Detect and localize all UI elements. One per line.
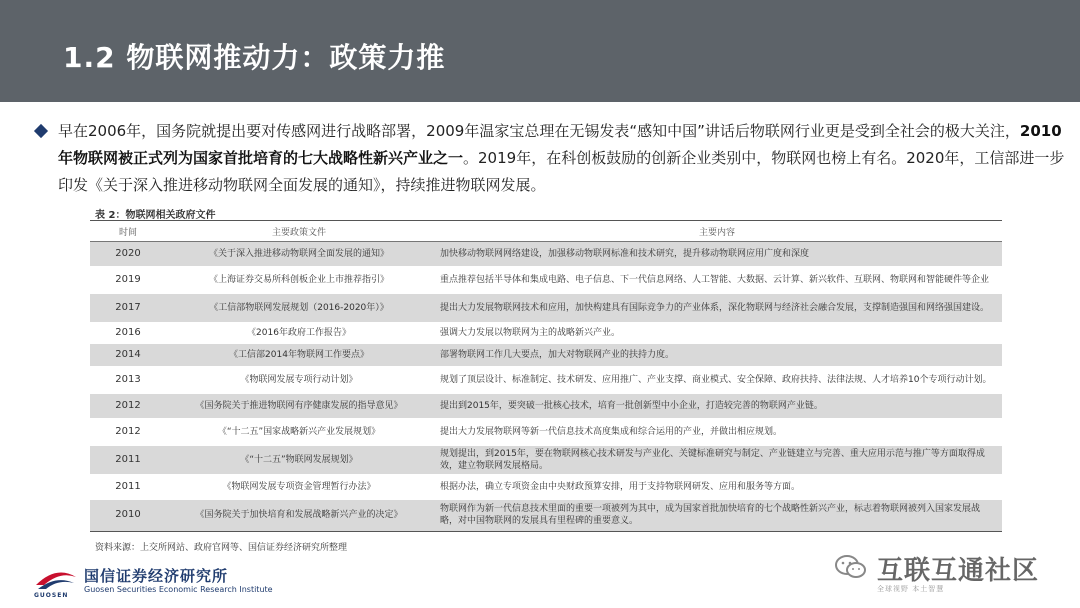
row-year: 2013 xyxy=(115,373,141,385)
row-doc: 《物联网发展专项行动计划》 xyxy=(240,374,358,385)
bullet-text-part1: 早在2006年，国务院就提出要对传感网进行战略部署，2009年温家宝总理在无锡发表“感知中国”讲话后物联网行业更是受到全社会的极大关注， xyxy=(58,122,1020,140)
guosen-logo-mark-icon xyxy=(34,563,78,593)
table-row xyxy=(90,322,1002,344)
row-content: 重点推荐包括半导体和集成电路、电子信息、下一代信息网络、人工智能、大数据、云计算、新兴软件、互联网、物联网和智能硬件等企业 xyxy=(440,274,990,285)
row-year: 2011 xyxy=(90,446,166,474)
table-header-row xyxy=(90,221,1002,242)
logo-cn-name: 国信证券经济研究所 xyxy=(84,567,229,585)
row-content: 部署物联网工作几大要点，加大对物联网产业的扶持力度。 xyxy=(432,344,1002,366)
row-doc: 《国务院关于推进物联网有序健康发展的指导意见》 xyxy=(166,394,432,418)
bullet-highlight: 2010年物联网被正式列为国家首批培育的七大战略性新兴产业之一 xyxy=(58,122,1062,167)
table-row xyxy=(90,500,1002,532)
row-year: 2011 xyxy=(115,480,141,492)
slide-title: 1.2 物联网推动力：政策力推 xyxy=(63,41,446,74)
row-content: 根据办法，确立专项资金由中央财政预算安排，用于支持物联网研发、应用和服务等方面。 xyxy=(440,481,801,492)
row-content: 提出到2015年，要突破一批核心技术，培育一批创新型中小企业，打造较完善的物联网产业链。 xyxy=(432,394,1002,418)
row-year: 2012 xyxy=(115,425,141,437)
logo-guosen-text: GUOSEN xyxy=(34,592,69,599)
row-doc: 《关于深入推进移动物联网全面发展的通知》 xyxy=(166,242,432,266)
row-doc: 《上海证券交易所科创板企业上市推荐指引》 xyxy=(208,274,389,285)
row-doc: 《工信部物联网发展规划（2016-2020年）》 xyxy=(166,294,432,322)
header-doc: 主要政策文件 xyxy=(166,221,432,242)
row-content: 物联网作为新一代信息技术里面的重要一项被列为其中，成为国家首批加快培育的七个战略性新兴产业，标志着物联网被列入国家发展战略，对中国物联网的发展具有里程碑的重要意义。 xyxy=(432,500,1002,532)
table-row xyxy=(90,266,1002,294)
table-row xyxy=(90,474,1002,500)
table-row xyxy=(90,366,1002,394)
header-year: 时间 xyxy=(90,221,166,242)
table-row xyxy=(90,344,1002,366)
row-year: 2016 xyxy=(115,326,141,338)
guosen-logo xyxy=(34,561,334,601)
table-row xyxy=(90,294,1002,322)
row-content: 规划了顶层设计、标准制定、技术研发、应用推广、产业支撑、商业模式、安全保障、政府扶持、法律法规、人才培养10个专项行动计划。 xyxy=(440,374,992,385)
row-year: 2010 xyxy=(90,500,166,532)
row-doc: 《物联网发展专项资金管理暂行办法》 xyxy=(222,481,376,492)
row-doc: 《国务院关于加快培育和发展战略新兴产业的决定》 xyxy=(166,500,432,532)
row-content: 规划提出，到2015年，要在物联网核心技术研发与产业化、关键标准研究与制定、产业链建立与完善、重大应用示范与推广等方面取得成效，建立物联网发展格局。 xyxy=(432,446,1002,474)
row-year: 2014 xyxy=(90,344,166,366)
row-doc: 《“十二五”物联网发展规划》 xyxy=(166,446,432,474)
header-content: 主要内容 xyxy=(432,221,1002,242)
diamond-bullet-icon xyxy=(34,124,48,138)
table-caption: 表 2：物联网相关政府文件 xyxy=(95,210,216,221)
logo-en-name: Guosen Securities Economic Research Institute xyxy=(84,585,273,594)
watermark xyxy=(835,548,1075,602)
row-year: 2017 xyxy=(90,294,166,322)
policy-table xyxy=(90,220,1002,532)
table-row xyxy=(90,418,1002,446)
row-content: 强调大力发展以物联网为主的战略新兴产业。 xyxy=(440,327,621,338)
bullet-text xyxy=(58,118,1076,199)
row-year: 2012 xyxy=(90,394,166,418)
watermark-text: 互联互通社区 xyxy=(877,556,1040,586)
row-doc: 《工信部2014年物联网工作要点》 xyxy=(166,344,432,366)
source-note: 资料来源：上交所网站、政府官网等、国信证券经济研究所整理 xyxy=(95,543,348,553)
table-row xyxy=(90,394,1002,418)
bullet-text-part2: 。2019年，在科创板鼓励的创新企业类别中，物联网也榜上有名。2020年，工信部进一步印发《关于深入推进移动物联网全面发展的通知》，持续推进物联网发展。 xyxy=(58,149,1065,194)
watermark-subtext: 全球视野 本土智慧 xyxy=(877,585,945,593)
row-content: 加快移动物联网网络建设，加强移动物联网标准和技术研究，提升移动物联网应用广度和深度 xyxy=(432,242,1002,266)
table-row xyxy=(90,242,1002,266)
row-doc: 《2016年政府工作报告》 xyxy=(247,327,351,338)
slide-header xyxy=(0,0,1080,102)
row-content: 提出大力发展物联网等新一代信息技术高度集成和综合运用的产业，并做出相应规划。 xyxy=(440,426,783,437)
wechat-icon xyxy=(835,554,867,580)
table-row xyxy=(90,446,1002,474)
row-doc: 《“十二五”国家战略新兴产业发展规划》 xyxy=(217,426,381,437)
row-year: 2020 xyxy=(90,242,166,266)
row-content: 提出大力发展物联网技术和应用，加快构建具有国际竞争力的产业体系，深化物联网与经济社会融合发展，支撑制造强国和网络强国建设。 xyxy=(432,294,1002,322)
row-year: 2019 xyxy=(115,273,141,285)
